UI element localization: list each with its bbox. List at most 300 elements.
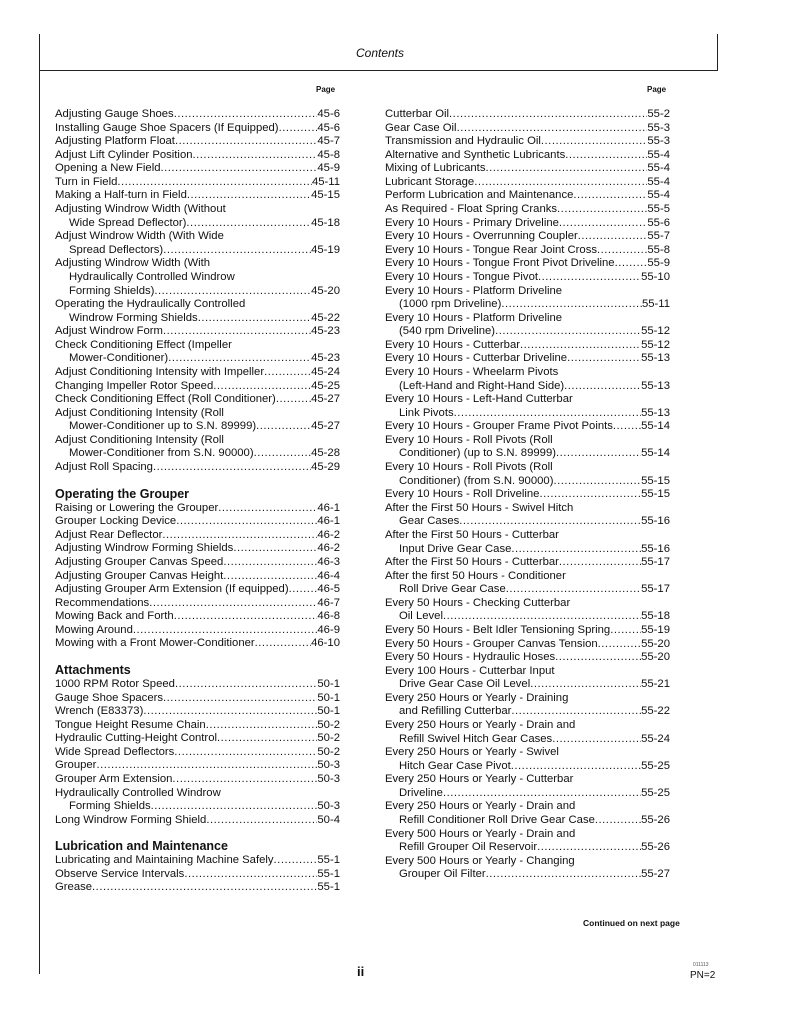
dot-leader bbox=[176, 515, 317, 529]
toc-entry-title: Alternative and Synthetic Lubricants bbox=[385, 148, 566, 161]
toc-entry[interactable] bbox=[385, 108, 670, 122]
toc-entry-page: 55-21 bbox=[641, 678, 670, 691]
toc-entry bbox=[385, 393, 670, 407]
dot-leader bbox=[187, 189, 311, 203]
dot-leader bbox=[511, 543, 641, 557]
toc-entry-title: Every 50 Hours - Belt Idler Tensioning Spring bbox=[385, 623, 611, 636]
dot-leader bbox=[443, 610, 641, 624]
dot-leader bbox=[213, 380, 311, 394]
toc-entry-title: Hydraulically Controlled Windrow bbox=[55, 786, 221, 799]
toc-entry-page: 45-24 bbox=[311, 365, 340, 378]
section-heading: Lubrication and Maintenance bbox=[55, 839, 228, 854]
toc-entry-page: 55-25 bbox=[641, 786, 670, 799]
toc-entry[interactable] bbox=[385, 760, 670, 774]
toc-entry-title: Adjusting Windrow Width (With bbox=[55, 257, 211, 270]
toc-entry-title: Perform Lubrication and Maintenance bbox=[385, 189, 574, 202]
dot-leader bbox=[556, 447, 641, 461]
toc-entry[interactable] bbox=[55, 149, 340, 163]
toc-entry-title: Check Conditioning Effect (Roll Conditioner) bbox=[55, 393, 276, 406]
toc-entry[interactable] bbox=[55, 285, 340, 299]
toc-entry[interactable] bbox=[55, 217, 340, 231]
toc-entry-page: 55-26 bbox=[641, 814, 670, 827]
toc-entry-title: Wrench (E83373) bbox=[55, 705, 144, 718]
toc-entry-title: Windrow Forming Shields bbox=[69, 311, 198, 324]
toc-entry[interactable] bbox=[55, 692, 340, 706]
toc-entry-page: 46-9 bbox=[317, 623, 340, 636]
dot-leader bbox=[511, 705, 641, 719]
toc-entry[interactable] bbox=[55, 108, 340, 122]
dot-leader bbox=[117, 176, 312, 190]
dot-leader bbox=[485, 162, 647, 176]
toc-entry-title: Transmission and Hydraulic Oil bbox=[385, 135, 541, 148]
toc-entry-page: 50-3 bbox=[317, 800, 340, 813]
dot-leader bbox=[172, 773, 317, 787]
toc-entry[interactable] bbox=[55, 529, 340, 543]
toc-entry-page: 55-1 bbox=[317, 867, 340, 880]
dot-leader bbox=[443, 787, 641, 801]
toc-entry-title: Every 250 Hours or Yearly - Swivel bbox=[385, 746, 559, 759]
toc-entry[interactable] bbox=[55, 732, 340, 746]
toc-entry[interactable] bbox=[385, 475, 670, 489]
toc-entry-title: Raising or Lowering the Grouper bbox=[55, 501, 219, 514]
toc-entry[interactable] bbox=[385, 217, 670, 231]
toc-entry-title: Hydraulic Cutting-Height Control bbox=[55, 732, 217, 745]
toc-entry-page: 50-2 bbox=[317, 718, 340, 731]
toc-entry[interactable] bbox=[55, 542, 340, 556]
toc-entry-title: Refill Conditioner Roll Drive Gear Case bbox=[399, 814, 595, 827]
dot-leader bbox=[530, 678, 641, 692]
dot-leader bbox=[174, 610, 318, 624]
toc-entry-page: 55-25 bbox=[641, 759, 670, 772]
dot-leader bbox=[162, 529, 317, 543]
toc-entry[interactable] bbox=[55, 597, 340, 611]
toc-entry-page: 55-17 bbox=[641, 556, 670, 569]
toc-entry-page: 46-5 bbox=[317, 583, 340, 596]
toc-entry-title: Link Pivots bbox=[399, 406, 454, 419]
toc-entry[interactable] bbox=[55, 705, 340, 719]
toc-entry-title: Every 250 Hours or Yearly - Drain and bbox=[385, 719, 576, 732]
pn-label: PN=2 bbox=[690, 970, 716, 981]
toc-entry-title: Cutterbar Oil bbox=[385, 108, 450, 120]
toc-entry-title: Mower-Conditioner up to S.N. 89999) bbox=[69, 420, 257, 433]
toc-entry[interactable] bbox=[55, 854, 340, 868]
toc-entry-page: 45-23 bbox=[311, 352, 340, 365]
toc-entry-page: 55-4 bbox=[647, 175, 670, 188]
toc-entry[interactable] bbox=[385, 176, 670, 190]
toc-entry[interactable] bbox=[55, 352, 340, 366]
toc-entry-page: 55-22 bbox=[641, 705, 670, 718]
toc-entry[interactable] bbox=[385, 352, 670, 366]
toc-entry-page: 55-26 bbox=[641, 841, 670, 854]
dot-leader bbox=[559, 556, 641, 570]
dot-leader bbox=[449, 108, 647, 122]
toc-entry-title: Operating the Hydraulically Controlled bbox=[55, 298, 246, 311]
dot-leader bbox=[565, 149, 647, 163]
toc-entry[interactable] bbox=[385, 257, 670, 271]
toc-entry-title: After the First 50 Hours - Cutterbar bbox=[385, 556, 559, 569]
toc-entry-page: 45-18 bbox=[311, 216, 340, 229]
toc-entry-page: 46-1 bbox=[317, 501, 340, 514]
toc-entry-page: 55-4 bbox=[647, 162, 670, 175]
toc-entry-title: Forming Shields bbox=[69, 800, 151, 813]
dot-leader bbox=[610, 624, 641, 638]
toc-entry-title: Mower-Conditioner) bbox=[69, 352, 169, 365]
toc-entry bbox=[55, 787, 340, 801]
dot-leader bbox=[459, 515, 641, 529]
toc-entry-title: Every 10 Hours - Cutterbar Driveline bbox=[385, 352, 568, 365]
toc-entry-title: Long Windrow Forming Shield bbox=[55, 813, 207, 826]
toc-entry-title: Every 50 Hours - Hydraulic Hoses bbox=[385, 651, 556, 664]
toc-entry-page: 50-1 bbox=[317, 677, 340, 690]
toc-entry[interactable] bbox=[55, 814, 340, 828]
toc-entry-title: Conditioner) (from S.N. 90000) bbox=[399, 474, 554, 487]
toc-entry-page: 55-4 bbox=[647, 189, 670, 202]
dot-leader bbox=[276, 393, 311, 407]
toc-entry-title: Adjusting Platform Float bbox=[55, 135, 175, 148]
toc-entry-title: Adjust Windrow Form bbox=[55, 325, 163, 338]
toc-entry bbox=[385, 502, 670, 516]
toc-entry[interactable] bbox=[385, 271, 670, 285]
toc-entry[interactable] bbox=[55, 312, 340, 326]
toc-entry[interactable] bbox=[55, 447, 340, 461]
toc-entry-title: Input Drive Gear Case bbox=[399, 542, 512, 555]
toc-entry[interactable] bbox=[55, 189, 340, 203]
dot-leader bbox=[597, 244, 647, 258]
dot-leader bbox=[539, 488, 641, 502]
toc-entry-page: 55-14 bbox=[641, 447, 670, 460]
right-page-label: Page bbox=[647, 85, 667, 94]
toc-entry-page: 46-7 bbox=[317, 596, 340, 609]
toc-entry-title: Grease bbox=[55, 881, 93, 894]
toc-entry[interactable] bbox=[385, 380, 670, 394]
toc-entry-page: 55-19 bbox=[641, 623, 670, 636]
toc-entry-title: Hitch Gear Case Pivot bbox=[399, 759, 511, 772]
toc-entry-page: 55-16 bbox=[641, 515, 670, 528]
toc-entry[interactable] bbox=[385, 638, 670, 652]
toc-entry[interactable] bbox=[55, 162, 340, 176]
toc-entry[interactable] bbox=[55, 610, 340, 624]
toc-entry[interactable] bbox=[385, 407, 670, 421]
toc-entry-page: 45-27 bbox=[311, 420, 340, 433]
toc-entry-title: 1000 RPM Rotor Speed bbox=[55, 677, 175, 690]
toc-entry-title: Adjusting Grouper Canvas Height bbox=[55, 569, 224, 582]
dot-leader bbox=[553, 475, 641, 489]
dot-leader bbox=[233, 542, 317, 556]
toc-entry[interactable] bbox=[385, 787, 670, 801]
toc-entry-title: After the First 50 Hours - Swivel Hitch bbox=[385, 501, 574, 514]
toc-entry bbox=[385, 312, 670, 326]
toc-entry-title: Recommendations bbox=[55, 596, 150, 609]
toc-entry[interactable] bbox=[385, 339, 670, 353]
dot-leader bbox=[595, 814, 641, 828]
toc-entry bbox=[385, 719, 670, 733]
toc-entry[interactable] bbox=[55, 135, 340, 149]
toc-entry[interactable] bbox=[385, 244, 670, 258]
dot-leader bbox=[264, 366, 311, 380]
toc-entry-page: 55-1 bbox=[317, 854, 340, 867]
toc-entry[interactable] bbox=[385, 515, 670, 529]
toc-entry-title: Gear Case Oil bbox=[385, 121, 457, 134]
toc-entry[interactable] bbox=[385, 420, 670, 434]
toc-entry-title: Conditioner) (up to S.N. 89999) bbox=[399, 447, 556, 460]
toc-entry-page: 55-12 bbox=[641, 325, 670, 338]
toc-entry bbox=[55, 298, 340, 312]
dot-leader bbox=[557, 203, 647, 217]
toc-entry-title: Every 50 Hours - Checking Cutterbar bbox=[385, 596, 571, 609]
toc-entry-page: 55-7 bbox=[647, 230, 670, 243]
toc-entry[interactable] bbox=[385, 135, 670, 149]
dot-leader bbox=[154, 285, 311, 299]
toc-entry-page: 45-15 bbox=[311, 189, 340, 202]
toc-entry[interactable] bbox=[385, 814, 670, 828]
toc-entry-title: Making a Half-turn in Field bbox=[55, 189, 187, 202]
toc-entry-title: Oil Level bbox=[399, 610, 443, 623]
toc-entry-title: Driveline bbox=[399, 786, 443, 799]
toc-entry[interactable] bbox=[55, 746, 340, 760]
toc-entry-page: 50-1 bbox=[317, 691, 340, 704]
toc-entry-title: Every 100 Hours - Cutterbar Input bbox=[385, 664, 555, 677]
toc-entry-page: 45-27 bbox=[311, 393, 340, 406]
toc-entry[interactable] bbox=[385, 624, 670, 638]
dot-leader bbox=[149, 597, 317, 611]
toc-entry[interactable] bbox=[55, 380, 340, 394]
dot-leader bbox=[223, 556, 317, 570]
section-heading: Attachments bbox=[55, 662, 131, 677]
dot-leader bbox=[615, 257, 648, 271]
toc-entry-title: Lubricant Storage bbox=[385, 175, 475, 188]
toc-entry-page: 45-7 bbox=[317, 135, 340, 148]
toc-entry-page: 55-13 bbox=[641, 352, 670, 365]
toc-entry-title: Adjust Windrow Width (With Wide bbox=[55, 230, 224, 243]
toc-entry bbox=[385, 285, 670, 299]
toc-entry[interactable] bbox=[55, 502, 340, 516]
toc-entry-page: 45-11 bbox=[311, 175, 340, 188]
toc-entry[interactable] bbox=[55, 366, 340, 380]
toc-entry-page: 50-2 bbox=[317, 745, 340, 758]
toc-entry-title: Adjusting Grouper Canvas Speed bbox=[55, 555, 224, 568]
toc-entry-page: 55-5 bbox=[647, 203, 670, 216]
toc-entry-page: 46-1 bbox=[317, 515, 340, 528]
dot-leader bbox=[198, 312, 311, 326]
dot-leader bbox=[567, 352, 641, 366]
toc-entry-title: Every 10 Hours - Platform Driveline bbox=[385, 311, 563, 324]
toc-entry-title: Changing Impeller Rotor Speed bbox=[55, 379, 214, 392]
toc-entry[interactable] bbox=[385, 841, 670, 855]
toc-entry-title: Mowing with a Front Mower-Conditioner bbox=[55, 637, 255, 650]
toc-entry[interactable] bbox=[55, 637, 340, 651]
toc-entry-page: 55-15 bbox=[641, 474, 670, 487]
toc-entry bbox=[385, 434, 670, 448]
toc-entry[interactable] bbox=[55, 556, 340, 570]
toc-entry-title: Lubricating and Maintaining Machine Safely bbox=[55, 854, 274, 867]
toc-entry-title: Grouper Arm Extension bbox=[55, 773, 173, 786]
toc-entry[interactable] bbox=[385, 583, 670, 597]
toc-entry-title: Every 10 Hours - Wheelarm Pivots bbox=[385, 365, 559, 378]
toc-entry-title: Gear Cases bbox=[399, 515, 460, 528]
dot-leader bbox=[163, 325, 311, 339]
toc-entry-title: Installing Gauge Shoe Spacers (If Equipped) bbox=[55, 121, 279, 134]
dot-leader bbox=[175, 135, 317, 149]
toc-entry-title: Every 10 Hours - Tongue Front Pivot Driveline bbox=[385, 257, 615, 270]
toc-entry[interactable] bbox=[55, 773, 340, 787]
toc-entry[interactable] bbox=[385, 149, 670, 163]
toc-entry[interactable] bbox=[385, 868, 670, 882]
toc-entry[interactable] bbox=[55, 393, 340, 407]
continued-note: Continued on next page bbox=[583, 918, 680, 928]
dot-leader bbox=[274, 854, 318, 868]
dot-leader bbox=[151, 800, 318, 814]
toc-entry-page: 55-24 bbox=[641, 732, 670, 745]
toc-entry-page: 55-13 bbox=[641, 379, 670, 392]
toc-entry-page: 46-4 bbox=[317, 569, 340, 582]
toc-entry[interactable] bbox=[385, 488, 670, 502]
toc-entry[interactable] bbox=[385, 705, 670, 719]
toc-entry[interactable] bbox=[55, 868, 340, 882]
dot-leader bbox=[193, 149, 318, 163]
toc-entry-page: 50-3 bbox=[317, 759, 340, 772]
dot-leader bbox=[206, 719, 318, 733]
dot-leader bbox=[255, 637, 311, 651]
dot-leader bbox=[279, 122, 318, 136]
toc-entry[interactable] bbox=[385, 556, 670, 570]
toc-entry-title: Adjusting Windrow Width (Without bbox=[55, 203, 226, 216]
toc-entry-title: Mowing Around bbox=[55, 623, 133, 636]
left-border-line bbox=[39, 34, 40, 974]
toc-entry[interactable] bbox=[55, 176, 340, 190]
toc-entry[interactable] bbox=[385, 733, 670, 747]
toc-entry-title: Gauge Shoe Spacers bbox=[55, 691, 164, 704]
toc-entry-title: Tongue Height Resume Chain bbox=[55, 718, 206, 731]
toc-entry[interactable] bbox=[385, 325, 670, 339]
toc-entry[interactable] bbox=[385, 610, 670, 624]
toc-entry bbox=[55, 434, 340, 448]
toc-entry bbox=[55, 257, 340, 271]
toc-entry-title: Every 500 Hours or Yearly - Drain and bbox=[385, 827, 576, 840]
toc-entry[interactable] bbox=[55, 325, 340, 339]
toc-entry-title: (540 rpm Driveline) bbox=[399, 325, 496, 338]
dot-leader bbox=[96, 759, 317, 773]
toc-entry[interactable] bbox=[385, 122, 670, 136]
toc-entry-title: Grouper Oil Filter bbox=[399, 868, 486, 881]
toc-entry bbox=[385, 746, 670, 760]
dot-leader bbox=[457, 122, 648, 136]
toc-entry[interactable] bbox=[55, 624, 340, 638]
toc-entry-title: Every 10 Hours - Left-Hand Cutterbar bbox=[385, 393, 573, 406]
dot-leader bbox=[511, 760, 641, 774]
toc-entry-page: 55-20 bbox=[641, 651, 670, 664]
toc-entry-page: 45-6 bbox=[317, 108, 340, 120]
toc-entry-title: Grouper Locking Device bbox=[55, 515, 177, 528]
dot-leader bbox=[186, 217, 311, 231]
toc-entry-page: 50-4 bbox=[317, 813, 340, 826]
toc-entry-page: 55-17 bbox=[641, 583, 670, 596]
toc-entry[interactable] bbox=[385, 230, 670, 244]
dot-leader bbox=[218, 502, 317, 516]
toc-entry[interactable] bbox=[55, 881, 340, 895]
toc-entry[interactable] bbox=[55, 719, 340, 733]
toc-entry-page: 45-8 bbox=[317, 148, 340, 161]
dot-leader bbox=[174, 108, 318, 122]
toc-entry-title: Every 10 Hours - Cutterbar bbox=[385, 338, 520, 351]
toc-entry-title: Hydraulically Controlled Windrow bbox=[69, 270, 235, 283]
toc-entry bbox=[385, 800, 670, 814]
toc-entry[interactable] bbox=[385, 203, 670, 217]
toc-entry-page: 45-29 bbox=[311, 461, 340, 474]
dot-leader bbox=[552, 733, 641, 747]
dot-leader bbox=[474, 176, 647, 190]
toc-entry[interactable] bbox=[55, 122, 340, 136]
dot-leader bbox=[161, 162, 318, 176]
toc-entry-page: 55-20 bbox=[641, 637, 670, 650]
toc-entry-title: Wide Spread Deflectors bbox=[55, 745, 175, 758]
toc-entry[interactable] bbox=[55, 583, 340, 597]
toc-entry bbox=[55, 339, 340, 353]
dot-leader bbox=[564, 380, 641, 394]
dot-leader bbox=[537, 841, 641, 855]
toc-entry-title: Adjusting Grouper Arm Extension (If equipped) bbox=[55, 583, 289, 596]
left-page-label: Page bbox=[316, 85, 336, 94]
toc-entry-title: Every 10 Hours - Roll Driveline bbox=[385, 488, 540, 501]
toc-entry[interactable] bbox=[385, 543, 670, 557]
document-code: 011113 bbox=[693, 962, 709, 968]
page-title: Contents bbox=[355, 46, 405, 60]
toc-entry-page: 55-8 bbox=[647, 243, 670, 256]
dot-leader bbox=[289, 583, 318, 597]
section-heading: Operating the Grouper bbox=[55, 486, 190, 501]
toc-entry bbox=[55, 407, 340, 421]
toc-entry[interactable] bbox=[55, 244, 340, 258]
toc-entry-title: Every 10 Hours - Platform Driveline bbox=[385, 284, 563, 297]
toc-entry[interactable] bbox=[55, 420, 340, 434]
toc-entry bbox=[385, 461, 670, 475]
toc-entry bbox=[385, 529, 670, 543]
toc-entry[interactable] bbox=[385, 298, 670, 312]
toc-entry-page: 55-16 bbox=[641, 542, 670, 555]
page-number: ii bbox=[357, 964, 365, 979]
toc-entry-page: 50-1 bbox=[317, 705, 340, 718]
toc-entry[interactable] bbox=[385, 189, 670, 203]
toc-entry bbox=[385, 828, 670, 842]
toc-entry-page: 46-2 bbox=[317, 542, 340, 555]
toc-entry[interactable] bbox=[55, 678, 340, 692]
toc-entry[interactable] bbox=[55, 759, 340, 773]
toc-entry-title: Refill Grouper Oil Reservoir bbox=[399, 841, 538, 854]
toc-entry[interactable] bbox=[55, 515, 340, 529]
toc-entry[interactable] bbox=[385, 651, 670, 665]
dot-leader bbox=[538, 271, 641, 285]
toc-entry-title: Every 10 Hours - Overrunning Coupler bbox=[385, 230, 578, 243]
toc-entry-page: 55-3 bbox=[647, 135, 670, 148]
toc-entry-title: Check Conditioning Effect (Impeller bbox=[55, 338, 232, 351]
toc-entry-page: 45-9 bbox=[317, 162, 340, 175]
dot-leader bbox=[143, 705, 317, 719]
toc-entry[interactable] bbox=[55, 800, 340, 814]
toc-entry[interactable] bbox=[55, 461, 340, 475]
toc-entry-title: Forming Shields) bbox=[69, 284, 155, 297]
dot-leader bbox=[184, 868, 317, 882]
toc-entry[interactable] bbox=[385, 678, 670, 692]
toc-entry-title: Wide Spread Deflector) bbox=[69, 216, 187, 229]
dot-leader bbox=[153, 461, 311, 475]
toc-entry-page: 55-6 bbox=[647, 216, 670, 229]
toc-entry bbox=[385, 665, 670, 679]
toc-entry-page: 45-22 bbox=[311, 311, 340, 324]
toc-entry-title: Every 250 Hours or Yearly - Drain and bbox=[385, 800, 576, 813]
toc-entry[interactable] bbox=[55, 570, 340, 584]
toc-entry[interactable] bbox=[385, 162, 670, 176]
toc-entry[interactable] bbox=[385, 447, 670, 461]
toc-entry-page: 45-28 bbox=[311, 447, 340, 460]
